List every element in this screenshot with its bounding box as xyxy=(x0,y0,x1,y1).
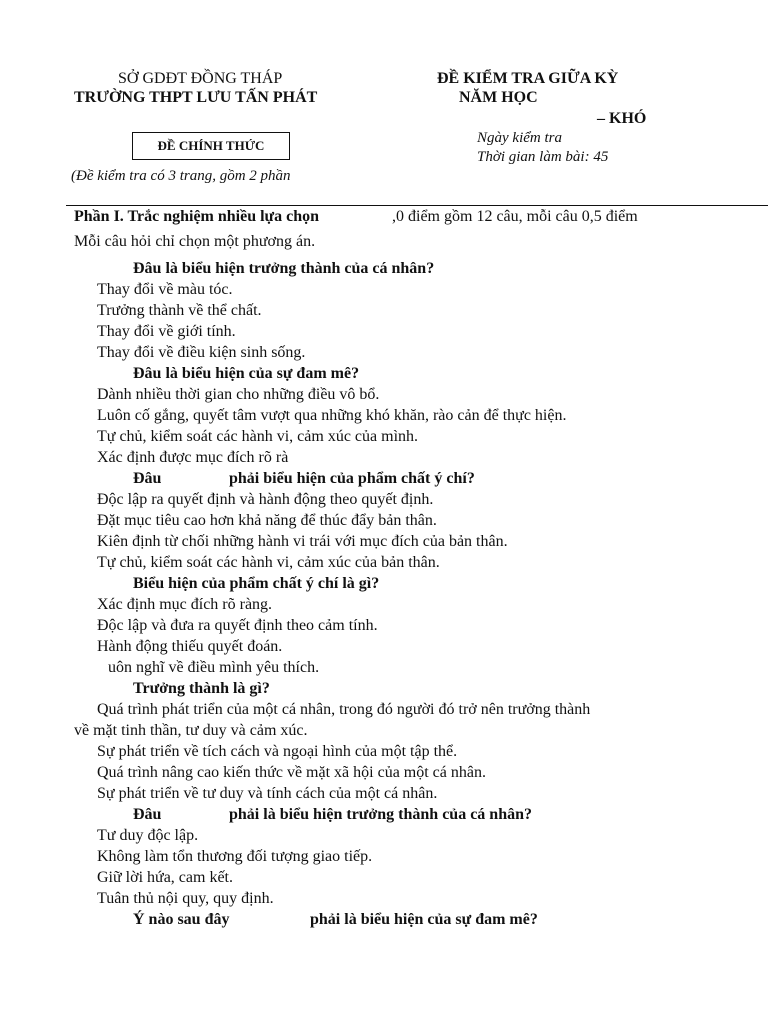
answer-option: Tuân thủ nội quy, quy định. xyxy=(97,890,274,907)
answer-option: Thay đổi về giới tính. xyxy=(97,323,236,340)
answer-option: Thay đổi về màu tóc. xyxy=(97,281,233,298)
answer-option: Tự chủ, kiểm soát các hành vi, cảm xúc của mình. xyxy=(97,428,419,445)
answer-option: Trưởng thành về thể chất. xyxy=(97,302,262,319)
answer-option: Quá trình phát triển của một cá nhân, trong đó người đó trở nên trưởng thành xyxy=(97,701,591,718)
school-name: TRƯỜNG THPT LƯU TẤN PHÁT xyxy=(74,89,318,106)
exam-title: ĐỀ KIỂM TRA GIỮA KỲ xyxy=(437,70,619,87)
official-exam-label: ĐỀ CHÍNH THỨC xyxy=(132,132,290,160)
answer-option: Hành động thiếu quyết đoán. xyxy=(97,638,283,655)
question-stem-start: Đâu xyxy=(133,806,162,823)
test-date: Ngày kiểm tra xyxy=(477,130,562,146)
question-stem-start: Ý nào sau đây xyxy=(133,911,230,928)
answer-option: Độc lập và đưa ra quyết định theo cảm tính. xyxy=(97,617,378,634)
part1-scoring: ,0 điểm gồm 12 câu, mỗi câu 0,5 điểm xyxy=(392,208,638,225)
difficulty-level: – KHÓ xyxy=(597,110,647,127)
question-stem-end: phải biểu hiện của phẩm chất ý chí? xyxy=(229,470,475,487)
question-stem: Đâu là biểu hiện của sự đam mê? xyxy=(133,365,360,382)
exam-note: (Đề kiểm tra có 3 trang, gồm 2 phần xyxy=(71,168,291,184)
question-stem-end: phải là biểu hiện trưởng thành của cá nhân? xyxy=(229,806,532,823)
answer-option: Giữ lời hứa, cam kết. xyxy=(97,869,233,886)
answer-option: Sự phát triển về tích cách và ngoại hình của một tập thể. xyxy=(97,743,458,760)
answer-option: Không làm tổn thương đối tượng giao tiếp. xyxy=(97,848,373,865)
question-stem: Đâu là biểu hiện trưởng thành của cá nhân? xyxy=(133,260,435,277)
part1-title: Phần I. Trắc nghiệm nhiều lựa chọn xyxy=(74,208,320,225)
answer-option: Tự chủ, kiểm soát các hành vi, cảm xúc của bản thân. xyxy=(97,554,440,571)
answer-option: Xác định được mục đích rõ rà xyxy=(97,449,289,466)
department-name: SỞ GDĐT ĐỒNG THÁP xyxy=(118,70,283,87)
answer-option: Đặt mục tiêu cao hơn khả năng để thúc đẩy bản thân. xyxy=(97,512,437,529)
answer-option: Thay đổi về điều kiện sinh sống. xyxy=(97,344,306,361)
question-stem: Biểu hiện của phẩm chất ý chí là gì? xyxy=(133,575,380,592)
answer-option: Tư duy độc lập. xyxy=(97,827,199,844)
answer-option-continued: về mặt tinh thần, tư duy và cảm xúc. xyxy=(74,722,308,739)
question-stem: Trưởng thành là gì? xyxy=(133,680,270,697)
question-stem-start: Đâu xyxy=(133,470,162,487)
answer-option: uôn nghĩ về điều mình yêu thích. xyxy=(108,659,320,676)
answer-option: Xác định mục đích rõ ràng. xyxy=(97,596,273,613)
answer-option: Sự phát triển về tư duy và tính cách của một cá nhân. xyxy=(97,785,438,802)
answer-option: Dành nhiều thời gian cho những điều vô bổ. xyxy=(97,386,380,403)
test-duration: Thời gian làm bài: 45 xyxy=(477,149,609,165)
school-year: NĂM HỌC xyxy=(459,89,538,106)
question-stem-end: phải là biểu hiện của sự đam mê? xyxy=(310,911,538,928)
part1-instruction: Mỗi câu hỏi chỉ chọn một phương án. xyxy=(74,233,316,250)
answer-option: Luôn cố gắng, quyết tâm vượt qua những khó khăn, rào cản để thực hiện. xyxy=(97,407,567,424)
answer-option: Kiên định từ chối những hành vi trái với mục đích của bản thân. xyxy=(97,533,508,550)
answer-option: Quá trình nâng cao kiến thức về mặt xã hội của một cá nhân. xyxy=(97,764,486,781)
header-divider xyxy=(66,205,768,206)
answer-option: Độc lập ra quyết định và hành động theo quyết định. xyxy=(97,491,434,508)
